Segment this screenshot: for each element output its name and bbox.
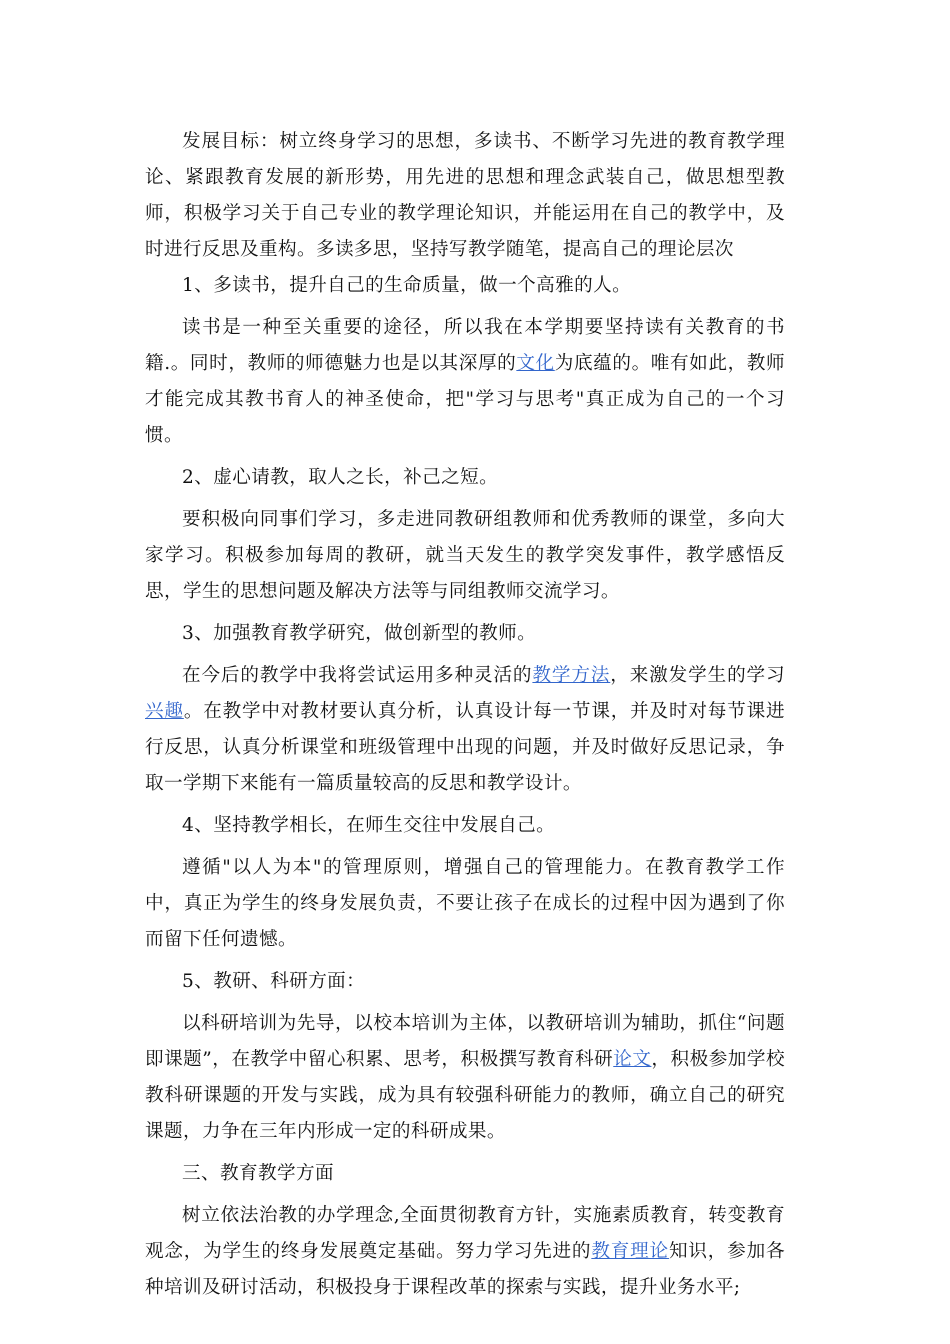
text-run: 5、教研、科研方面： — [182, 971, 366, 992]
inline-link[interactable]: 教育理论 — [591, 1241, 669, 1262]
paragraph-people-oriented — [145, 850, 785, 958]
text-run: 要积极向同事们学习，多走进同教研组教师和优秀教师的课堂，多向大家学习。积极参加每周的教研，就当天发生的教学突发事件，教学感悟反思，学生的思想问题及解决方法等与同组教师交流学习。 — [145, 509, 785, 602]
text-run: 知识，参加各种培训及研讨活动，积极投身于课程改革的探索与实践，提升业务水平; — [145, 1241, 785, 1298]
inline-link[interactable]: 教学方法 — [532, 665, 611, 686]
paragraph-rule-of-law — [145, 1198, 785, 1306]
text-run: 3、加强教育教学研究，做创新型的教师。 — [182, 623, 537, 644]
inline-link[interactable]: 兴趣 — [145, 701, 184, 722]
heading-ask-humbly — [145, 460, 785, 496]
paragraph-learn-from-colleagues — [145, 502, 785, 610]
paragraph-development-goal — [145, 124, 785, 268]
paragraph-research — [145, 1006, 785, 1150]
text-run: 遵循"以人为本"的管理原则，增强自己的管理能力。在教育教学工作中，真正为学生的终身发展负责，不要让孩子在成长的过程中因为遇到了你而留下任何遗憾。 — [145, 857, 785, 950]
heading-research — [145, 964, 785, 1000]
text-run: 2、虚心请教，取人之长，补己之短。 — [182, 467, 499, 488]
text-run: 在今后的教学中我将尝试运用多种灵活的 — [182, 665, 533, 686]
text-run: 发展目标：树立终身学习的思想，多读书、不断学习先进的教育教学理论、紧跟教育发展的新形势，用先进的思想和理念武装自己，做思想型教师，积极学习关于自己专业的教学理论知识，并能运用在自己的教学中，及时进行反思及重构。多读多思，坚持写教学随笔，提高自己的理论层次 — [145, 131, 785, 260]
text-run: 读书是一种至关重要的途径，所以我在本学期要坚持读有关教育的书籍.。同时，教师的师德魅力也是以其深厚的 — [145, 317, 785, 374]
heading-education-teaching — [145, 1156, 785, 1192]
text-run: 树立依法治教的办学理念,全面贯彻教育方针，实施素质教育，转变教育观念，为学生的终身发展奠定基础。努力学习先进的 — [145, 1205, 785, 1262]
text-run: 。在教学中对教材要认真分析，认真设计每一节课，并及时对每节课进行反思，认真分析课堂和班级管理中出现的问题，并及时做好反思记录，争取一学期下来能有一篇质量较高的反思和教学设计。 — [145, 701, 785, 794]
heading-teaching-learning — [145, 808, 785, 844]
inline-link[interactable]: 文化 — [516, 353, 555, 374]
text-run: 1、多读书，提升自己的生命质量，做一个高雅的人。 — [182, 275, 632, 296]
text-run: 以科研培训为先导，以校本培训为主体，以教研培训为辅助，抓住“问题即课题”，在教学中留心积累、思考，积极撰写教育科研 — [145, 1013, 785, 1070]
text-run: 为底蕴的。唯有如此，教师才能完成其教书育人的神圣使命，把"学习与思考"真正成为自己的一个习惯。 — [145, 353, 785, 446]
paragraph-teaching-methods — [145, 658, 785, 802]
paragraph-reading — [145, 310, 785, 454]
heading-teaching-research — [145, 616, 785, 652]
text-run: ，来激发学生的学习 — [610, 665, 786, 686]
inline-link[interactable]: 论文 — [613, 1049, 652, 1070]
document-body — [145, 124, 785, 1306]
heading-read-more — [145, 268, 785, 304]
text-run: 4、坚持教学相长，在师生交往中发展自己。 — [182, 815, 556, 836]
text-run: 三、教育教学方面 — [182, 1163, 334, 1184]
text-run: ，积极参加学校教科研课题的开发与实践，成为具有较强科研能力的教师，确立自己的研究课题，力争在三年内形成一定的科研成果。 — [145, 1049, 785, 1142]
